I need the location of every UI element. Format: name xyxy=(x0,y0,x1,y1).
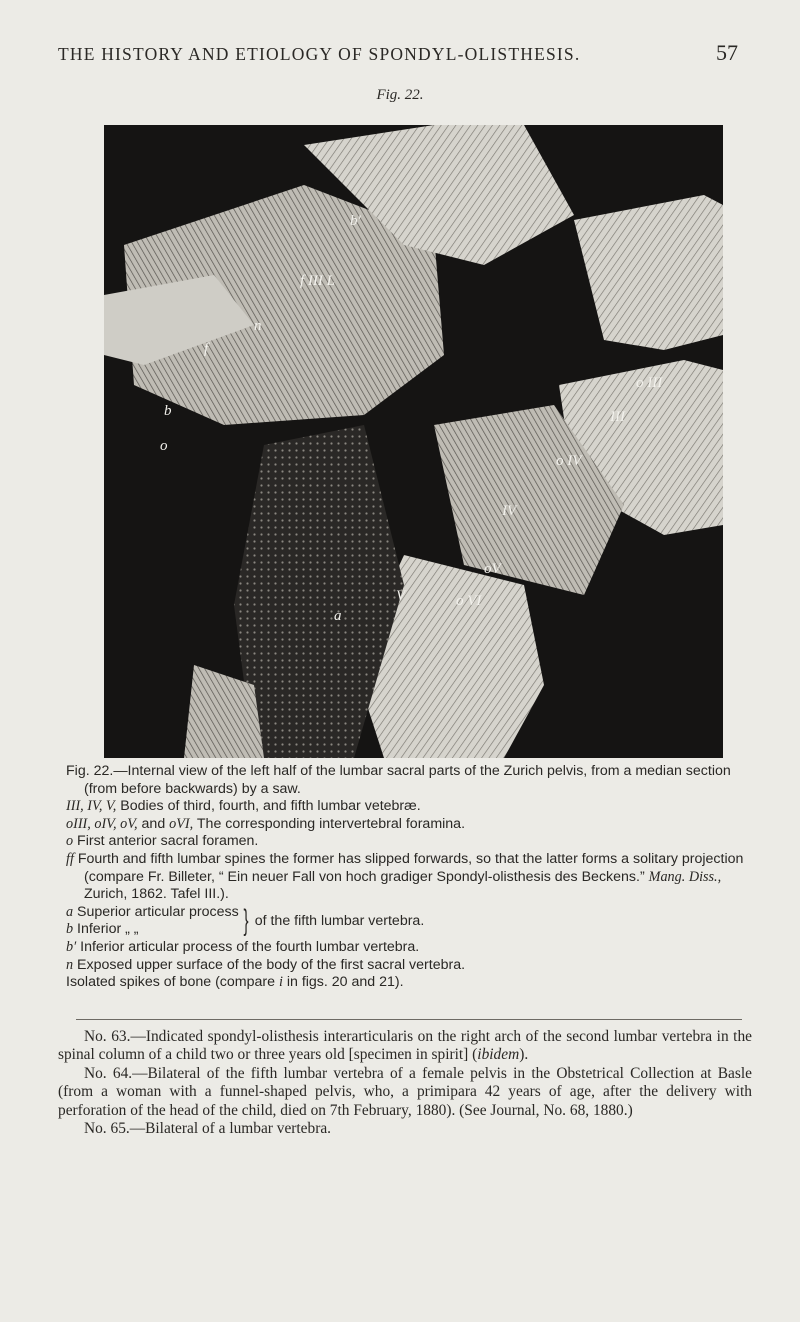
paragraph: No. 64.—Bilateral of the fifth lumbar vertebra of a female pelvis in the Obstetrical Collection at Basle (from a woman with a funnel-shaped pelvis, who, a primipara 42 years of age, after the delivery with perforation of the head of the child, died on 7th February, 1880). (See Journal, No. 68, 1880.) xyxy=(58,1064,752,1119)
caption-item: III, IV, V, Bodies of third, fourth, and fifth lumbar vetebræ. xyxy=(66,798,421,815)
spine-illustration xyxy=(104,125,723,758)
label-o-IV: o IV xyxy=(556,453,582,469)
paragraph: No. 63.—Indicated spondyl-olisthesis interarticularis on the right arch of the second lumbar vertebra in the spinal column of a child two or three years old [specimen in spirit] (ibidem). xyxy=(58,1028,752,1064)
figure-plate xyxy=(104,125,723,758)
label-V: V xyxy=(396,588,406,604)
running-header xyxy=(58,40,738,66)
label-o-VI: o VI xyxy=(456,593,482,609)
brace-target: of the fifth lumbar vertebra. xyxy=(254,912,425,929)
caption-item: b Inferior „ „ xyxy=(66,921,139,938)
caption-brace-group xyxy=(66,904,756,939)
label-o-V: oV xyxy=(484,561,501,577)
page-number: 57 xyxy=(716,40,738,65)
label-o: o xyxy=(160,438,168,454)
label-a: a xyxy=(334,608,342,624)
figure-caption xyxy=(66,763,756,992)
label-n: n xyxy=(254,318,262,334)
section-divider xyxy=(76,1019,742,1020)
caption-item: Isolated spikes of bone (compare i in figs. 20 and 21). xyxy=(66,974,404,991)
caption-item: ff Fourth and fifth lumbar spines the former has slipped forwards, so that the latter forms a solitary projection (compare Fr. Billeter, “ Ein neuer Fall von hoch gradiger Spondyl-olisthesis des Beckens.” Mang. Diss., Zurich, 1862. Tafel III.). xyxy=(66,850,744,903)
caption-item: oIII, oIV, oV, and oVI, The corresponding intervertebral foramina. xyxy=(66,815,466,832)
caption-title: Fig. 22.—Internal view of the left half of the lumbar sacral parts of the Zurich pelvis, from a median section (from before backwards) by a saw. xyxy=(66,763,731,797)
label-f-III-L: f III L xyxy=(300,273,335,289)
label-b-prime: b′ xyxy=(350,213,361,229)
label-f: f xyxy=(204,341,209,357)
running-title: THE HISTORY AND ETIOLOGY OF SPONDYL-OLISTHESIS. xyxy=(58,44,581,64)
brace-icon: } xyxy=(243,904,249,938)
caption-item: b′ Inferior articular process of the fourth lumbar vertebra. xyxy=(66,938,420,955)
figure-label: Fig. 22. xyxy=(376,87,424,103)
caption-item: n Exposed upper surface of the body of the first sacral vertebra. xyxy=(66,956,466,973)
label-IV: IV xyxy=(502,503,517,519)
caption-item: o First anterior sacral foramen. xyxy=(66,833,259,850)
label-o-III: o III xyxy=(636,375,663,391)
label-III: III xyxy=(610,409,625,425)
body-text xyxy=(58,1028,752,1138)
caption-item: a Superior articular process xyxy=(66,903,239,920)
label-b: b xyxy=(164,403,172,419)
paragraph: No. 65.—Bilateral of a lumbar vertebra. xyxy=(84,1120,332,1138)
